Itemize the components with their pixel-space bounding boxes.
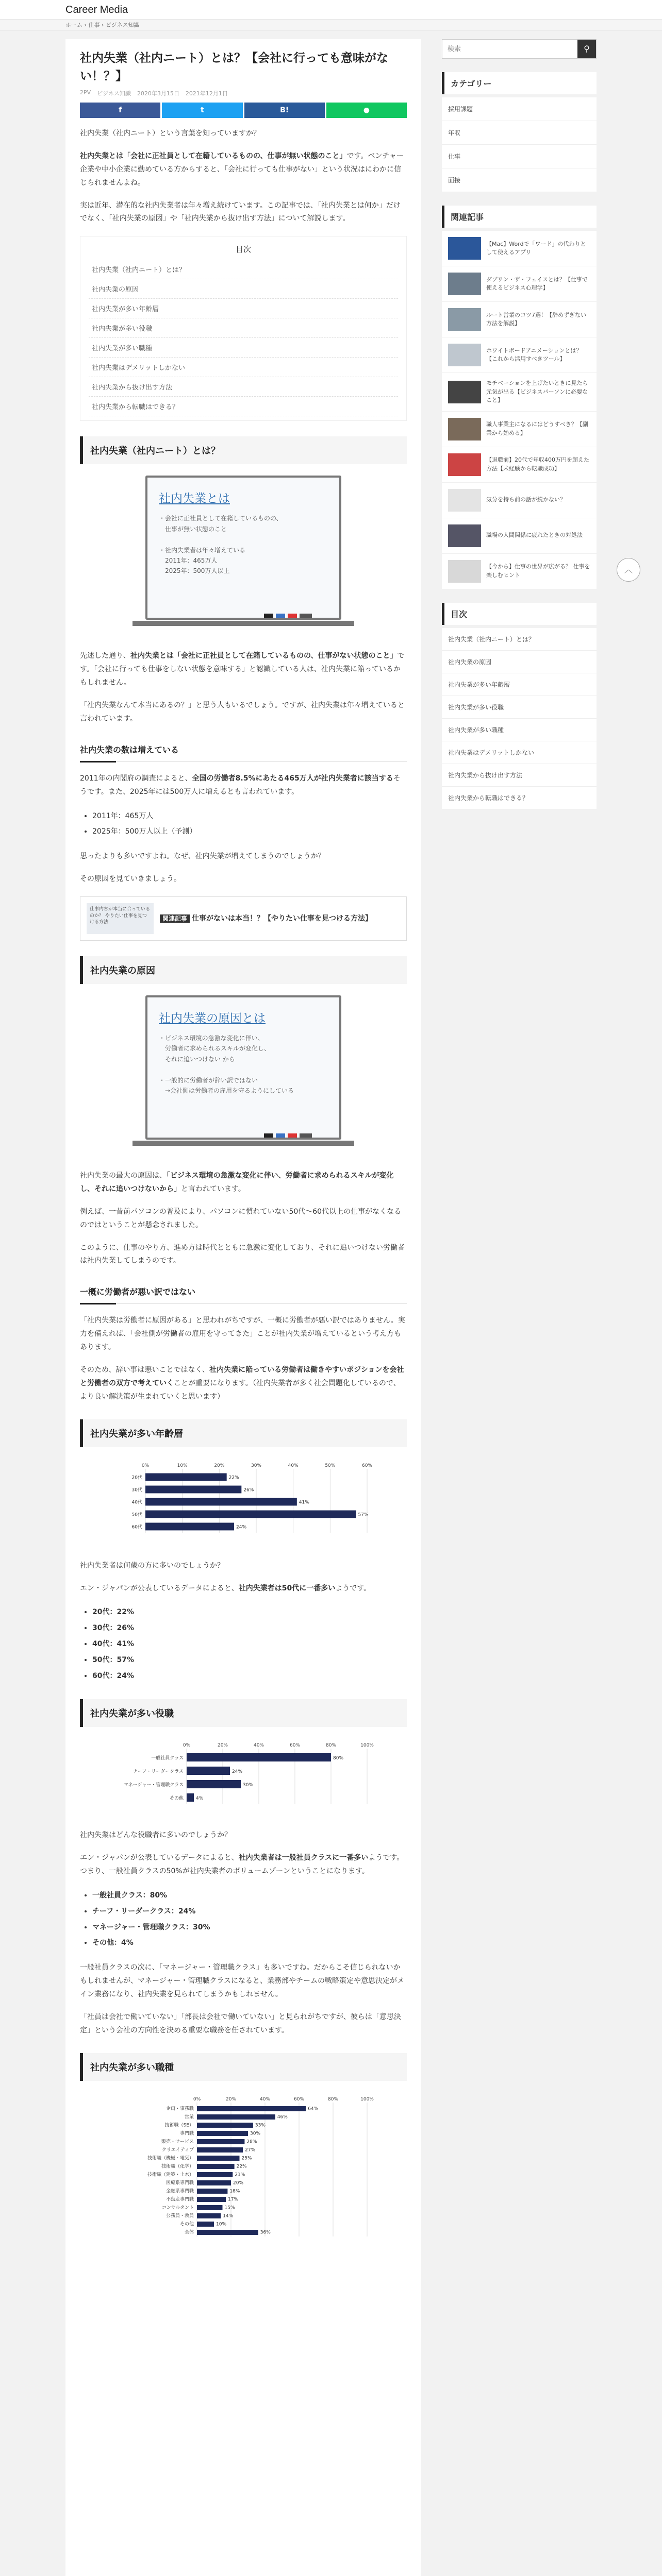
bar bbox=[197, 2180, 231, 2185]
widget-title: カテゴリー bbox=[442, 72, 597, 94]
search-box bbox=[442, 39, 597, 59]
stat-list bbox=[92, 1888, 407, 1951]
related-title[interactable]: 【今から】仕事の世界が広がる？ 仕事を楽しむヒント bbox=[486, 563, 590, 579]
breadcrumb-category[interactable]: ビジネス知識 bbox=[105, 22, 140, 28]
bar bbox=[187, 1753, 331, 1761]
data-label: 26% bbox=[243, 1487, 254, 1493]
card-title[interactable]: 仕事がないは本当！？【やりたい仕事を見つける方法】 bbox=[192, 914, 373, 923]
board-line: ・会社に正社員として在籍しているものの、 bbox=[159, 515, 283, 522]
category-label: コンサルタント bbox=[161, 2205, 194, 2211]
tick-label: 0% bbox=[141, 1463, 150, 1468]
board-line: それに追いつけない から bbox=[159, 1055, 235, 1063]
eraser-icon bbox=[300, 1133, 312, 1138]
card-thumbnail: 仕事内容が本当に合っているのか？ やりたい仕事を見つける方法 bbox=[87, 903, 154, 934]
tick-label: 0% bbox=[193, 2096, 201, 2102]
data-label: 27% bbox=[245, 2147, 256, 2153]
category-label: チーフ・リーダークラス bbox=[133, 1769, 184, 1775]
data-label: 14% bbox=[223, 2213, 234, 2219]
related-thumbnail bbox=[448, 344, 481, 366]
category-link[interactable]: 採用課題 bbox=[442, 97, 597, 121]
tick-label: 40% bbox=[288, 1463, 299, 1468]
toc-item[interactable]: 社内失業が多い職種 bbox=[89, 338, 398, 358]
tick-label: 20% bbox=[225, 2096, 237, 2102]
board-tray bbox=[133, 1141, 354, 1146]
data-label: 30% bbox=[243, 1783, 254, 1788]
list-item: • 40代：41% bbox=[92, 1636, 407, 1652]
bar bbox=[197, 2106, 306, 2111]
category-label: 30代 bbox=[131, 1487, 142, 1493]
paragraph: そのため、辞い事は悪いことではなく、社内失業に陥っている労働者は働きやすいポジションを会社と労働者の双方で考えていくことが重要になります。（社内失業者が多く社会問題化しているので、より良い解決策が生まれていくと思います） bbox=[80, 1365, 404, 1401]
table-of-contents bbox=[80, 236, 407, 421]
whiteboard-illustration bbox=[133, 995, 354, 1155]
toc-item[interactable]: 社内失業から抜け出す方法 bbox=[89, 377, 398, 397]
related-thumbnail bbox=[448, 237, 481, 260]
related-title[interactable]: モチベーションを上げたいときに見たら元気が出る【ビジネスパーソンに必要なこと】 bbox=[486, 380, 588, 403]
data-label: 22% bbox=[236, 2164, 247, 2170]
sidebar-toc-item[interactable]: 社内失業から転職はできる？ bbox=[442, 787, 597, 809]
publish-date: 2020年3月15日 bbox=[137, 90, 179, 97]
tick-label: 60% bbox=[289, 1743, 301, 1749]
paragraph: このように、仕事のやり方、進め方は時代とともに急激に変化しており、それに追いつけない労働者は社内失業してしまうのです。 bbox=[80, 1243, 405, 1265]
related-thumbnail bbox=[448, 381, 481, 403]
data-label: 57% bbox=[358, 1512, 369, 1518]
related-thumbnail bbox=[448, 524, 481, 547]
toc-item[interactable]: 社内失業はデメリットしかない bbox=[89, 358, 398, 377]
list-item: • マネージャー・管理職クラス：30% bbox=[92, 1920, 407, 1936]
bar bbox=[145, 1510, 356, 1518]
bar bbox=[197, 2156, 240, 2161]
category-label: 20代 bbox=[131, 1475, 142, 1481]
board-line: ・ビジネス環境の急激な変化に伴い、 bbox=[159, 1034, 264, 1042]
view-count: 2PV bbox=[80, 89, 91, 96]
list-item: • チーフ・リーダークラス：24% bbox=[92, 1904, 407, 1920]
related-title[interactable]: 【退職前】20代で年収400万円を超えた方法【未経験から転職成功】 bbox=[486, 456, 589, 472]
related-title[interactable]: 気分を持ち前の話が続かない？ bbox=[486, 496, 566, 503]
category-label: 50代 bbox=[131, 1512, 142, 1518]
category-label: 医療系専門職 bbox=[166, 2180, 194, 2186]
category-label: クリエイティブ bbox=[161, 2147, 194, 2153]
related-thumbnail bbox=[448, 453, 481, 476]
data-label: 28% bbox=[246, 2139, 257, 2145]
bar bbox=[197, 2123, 253, 2128]
category-label: 技術職（化学） bbox=[161, 2164, 194, 2170]
list-item: • 2025年：500万人以上（予測） bbox=[92, 824, 407, 840]
tick-label: 50% bbox=[325, 1463, 336, 1468]
related-title[interactable]: 職場の人間関係に疲れたときの対処法 bbox=[486, 532, 583, 539]
category-label: 全体 bbox=[184, 2230, 194, 2235]
data-label: 41% bbox=[299, 1500, 309, 1505]
related-thumbnail bbox=[448, 308, 481, 331]
data-label: 17% bbox=[228, 2197, 239, 2202]
widget-title: 関連記事 bbox=[442, 206, 597, 228]
related-thumbnail bbox=[448, 489, 481, 512]
paragraph: エン・ジャパンが公表しているデータによると、社内失業者は50代に一番多いようです。 bbox=[80, 1584, 371, 1592]
board-title: 社内失業とは bbox=[159, 492, 230, 506]
data-label: 22% bbox=[228, 1475, 239, 1481]
paragraph: 社内失業の最大の原因は、「ビジネス環境の急激な変化に伴い、労働者に求められるスキルが変化し、それに追いつけないから」と言われています。 bbox=[80, 1171, 394, 1193]
sidebar-toc-item[interactable]: 社内失業が多い年齢層 bbox=[442, 673, 597, 696]
sidebar-toc-item[interactable]: 社内失業から抜け出す方法 bbox=[442, 764, 597, 787]
category-label: その他 bbox=[169, 1796, 184, 1802]
section-heading: 社内失業（社内ニート）とは？ bbox=[80, 436, 407, 464]
paragraph: 「社内失業なんて本当にあるの？」と思う人もいるでしょう。ですが、社内失業は年々増えていると言われています。 bbox=[80, 701, 405, 723]
site-header bbox=[0, 0, 662, 20]
sidebar-toc-item[interactable]: 社内失業（社内ニート）とは？ bbox=[442, 628, 597, 651]
related-item[interactable] bbox=[442, 447, 597, 483]
category-widget bbox=[442, 72, 597, 192]
stat-list bbox=[92, 1604, 407, 1684]
sidebar-toc-item[interactable]: 社内失業が多い職種 bbox=[442, 719, 597, 741]
tick-label: 10% bbox=[177, 1463, 188, 1468]
data-label: 15% bbox=[224, 2205, 235, 2211]
board-line: 労働者に求められるスキルが変化し、 bbox=[159, 1045, 270, 1053]
toc-item[interactable]: 社内失業から転職はできる？ bbox=[89, 397, 398, 416]
list-item: • 60代：24% bbox=[92, 1668, 407, 1684]
category-label: その他 bbox=[179, 2222, 194, 2227]
category-label: 技術職（機械・電気） bbox=[147, 2156, 194, 2161]
related-item[interactable] bbox=[442, 337, 597, 373]
marker-icon bbox=[264, 1133, 273, 1138]
bar bbox=[197, 2189, 227, 2194]
related-item[interactable] bbox=[442, 412, 597, 447]
bar bbox=[197, 2147, 243, 2153]
marker-icon bbox=[288, 1133, 297, 1138]
list-item: • 20代：22% bbox=[92, 1604, 407, 1620]
category-label: 60代 bbox=[131, 1524, 142, 1530]
marker-icon bbox=[276, 1133, 285, 1138]
intro-text: 社内失業（社内ニート）という言葉を知っていますか？ bbox=[80, 129, 260, 138]
tick-label: 80% bbox=[327, 2096, 339, 2102]
category-label: 企画・事務職 bbox=[166, 2106, 194, 2112]
scroll-to-top-button[interactable]: ︿ bbox=[617, 558, 640, 582]
sidebar-toc-item[interactable]: 社内失業の原因 bbox=[442, 651, 597, 673]
toc-item[interactable]: 社内失業の原因 bbox=[89, 279, 398, 299]
data-label: 18% bbox=[229, 2189, 240, 2194]
related-item[interactable] bbox=[442, 518, 597, 554]
subsection-heading: 一概に労働者が悪い訳ではない bbox=[80, 1282, 407, 1304]
data-label: 36% bbox=[260, 2230, 271, 2235]
toc-item[interactable]: 社内失業（社内ニート）とは？ bbox=[89, 260, 398, 279]
bar bbox=[197, 2172, 233, 2177]
category-label: 金融系専門職 bbox=[166, 2189, 194, 2194]
bar bbox=[197, 2205, 223, 2210]
related-item[interactable] bbox=[442, 231, 597, 266]
category-label: マネージャー・管理職クラス bbox=[123, 1783, 184, 1788]
paragraph: エン・ジャパンが公表しているデータによると、社内失業者は一般社員クラスに一番多いようです。つまり、一般社員クラスの50%が社内失業者のボリュームゾーンということになります。 bbox=[80, 1854, 404, 1876]
list-item: • 一般社員クラス：80% bbox=[92, 1888, 407, 1904]
marker-icon bbox=[276, 614, 285, 618]
share-buttons bbox=[80, 103, 407, 118]
search-input[interactable] bbox=[442, 40, 577, 58]
paragraph: 思ったよりも多いですよね。なぜ、社内失業が増えてしまうのでしょうか？ bbox=[80, 852, 325, 861]
data-label: 24% bbox=[236, 1524, 247, 1530]
list-item: • 30代：26% bbox=[92, 1620, 407, 1636]
tick-label: 0% bbox=[183, 1743, 191, 1749]
tick-label: 30% bbox=[251, 1463, 262, 1468]
category-label: 不動産専門職 bbox=[166, 2197, 194, 2202]
bar bbox=[197, 2114, 275, 2120]
category-link[interactable]: 面接 bbox=[442, 168, 597, 192]
bar bbox=[145, 1485, 241, 1493]
update-date: 2021年12月1日 bbox=[185, 90, 228, 97]
hatena-share-button[interactable]: B! bbox=[244, 103, 325, 118]
board-line: ・一般的に労働者が辞い訳ではない bbox=[159, 1076, 258, 1084]
board-line bbox=[159, 534, 328, 545]
category-link[interactable]: ビジネス知識 bbox=[97, 90, 131, 97]
paragraph: 一般社員クラスの次に、「マネージャー・管理職クラス」も多いですね。だからこそ信じられないかもしれませんが、マネージャー・管理職クラスになると、業務部やチームの戦略策定や意思決定がメイン業務になり、社内失業を見られてしまうかもしれません。 bbox=[80, 1963, 405, 1999]
tick-label: 40% bbox=[253, 1743, 264, 1749]
data-label: 30% bbox=[250, 2131, 261, 2137]
section-heading: 社内失業が多い職種 bbox=[80, 2053, 407, 2081]
bar bbox=[145, 1498, 297, 1505]
paragraph: 社内失業者は何歳の方に多いのでしょうか？ bbox=[80, 1561, 224, 1570]
marker-icon bbox=[288, 614, 297, 618]
category-label: 専門職 bbox=[179, 2131, 194, 2137]
related-widget bbox=[442, 206, 597, 589]
board-line: ・社内失業者は年々増えている bbox=[159, 546, 246, 554]
subsection-heading: 社内失業の数は増えている bbox=[80, 740, 407, 762]
stat-list bbox=[92, 808, 407, 840]
paragraph: 例えば、一昔前パソコンの普及により、パソコンに慣れていない50代～60代以上の仕事がなくなるのではということが懸念されました。 bbox=[80, 1207, 402, 1229]
line-share-button[interactable]: ● bbox=[326, 103, 407, 118]
sidebar-toc-item[interactable]: 社内失業はデメリットしかない bbox=[442, 741, 597, 764]
bar bbox=[187, 1793, 194, 1802]
breadcrumb: ホーム › 仕事 › ビジネス知識 bbox=[0, 20, 662, 31]
board-line: 2025年：500万人以上 bbox=[159, 567, 230, 575]
related-item[interactable] bbox=[442, 373, 597, 412]
bar bbox=[187, 1780, 241, 1788]
age-bar-chart bbox=[109, 1459, 377, 1546]
card-badge: 関連記事 bbox=[160, 914, 190, 923]
breadcrumb-work[interactable]: 仕事 bbox=[88, 22, 100, 28]
marker-icon bbox=[264, 614, 273, 618]
data-label: 64% bbox=[308, 2106, 319, 2112]
list-item: • 2011年：465万人 bbox=[92, 808, 407, 824]
section-heading: 社内失業の原因 bbox=[80, 956, 407, 984]
board-line: 仕事が無い状態のこと bbox=[159, 525, 227, 533]
category-label: 技術職（建築・土木） bbox=[147, 2172, 194, 2178]
list-item: • その他：4% bbox=[92, 1935, 407, 1951]
board-line bbox=[159, 1064, 328, 1075]
whiteboard-illustration bbox=[133, 476, 354, 635]
category-label: 40代 bbox=[131, 1500, 142, 1505]
tick-label: 20% bbox=[214, 1463, 225, 1468]
data-label: 25% bbox=[241, 2156, 252, 2161]
board-title: 社内失業の原因とは bbox=[159, 1011, 266, 1025]
tick-label: 80% bbox=[325, 1743, 337, 1749]
toc-item[interactable]: 社内失業が多い年齢層 bbox=[89, 299, 398, 318]
data-label: 20% bbox=[233, 2180, 244, 2186]
tick-label: 100% bbox=[360, 2096, 374, 2102]
search-icon: ⚲ bbox=[584, 45, 590, 54]
paragraph: 社内失業はどんな役職者に多いのでしょうか？ bbox=[80, 1831, 231, 1840]
category-label: 公務員・教員 bbox=[166, 2213, 194, 2219]
bar bbox=[145, 1522, 234, 1530]
category-label: 販売・サービス bbox=[161, 2139, 194, 2145]
related-thumbnail bbox=[448, 273, 481, 295]
toc-item[interactable]: 社内失業が多い役職 bbox=[89, 318, 398, 338]
data-label: 80% bbox=[333, 1756, 344, 1761]
paragraph: 「社員は会社で働いていない」「部長は会社で働いていない」と見られがちですが、彼らは「意思決定」という会社の方向性を決める重要な職務を任されています。 bbox=[80, 2012, 401, 2035]
twitter-share-button[interactable]: t bbox=[162, 103, 242, 118]
category-label: 営業 bbox=[184, 2114, 194, 2120]
tick-label: 100% bbox=[360, 1743, 374, 1749]
position-bar-chart bbox=[109, 1738, 377, 1816]
related-article-card[interactable] bbox=[80, 896, 407, 941]
article-title: 社内失業（社内ニート）とは？【会社に行っても意味がない！？】 bbox=[80, 52, 388, 83]
category-link[interactable]: 仕事 bbox=[442, 145, 597, 168]
data-label: 46% bbox=[277, 2114, 288, 2120]
paragraph: 2011年の内閣府の調査によると、全国の労働者8.5%にあたる465万人が社内失業者に該当するそうです。また、2025年には500万人に増えるとも言われています。 bbox=[80, 774, 401, 796]
related-item[interactable] bbox=[442, 554, 597, 589]
sidebar-toc-widget bbox=[442, 603, 597, 809]
paragraph: 先述した通り、社内失業とは「会社に正社員として在籍しているものの、仕事がない状態のこと」です。「会社に行っても仕事をしない状態を意味する」と認識している人は、社内失業に陥っているかもしれません。 bbox=[80, 652, 405, 687]
related-thumbnail bbox=[448, 560, 481, 583]
tick-label: 20% bbox=[217, 1743, 228, 1749]
facebook-share-button[interactable]: f bbox=[80, 103, 160, 118]
category-link[interactable]: 年収 bbox=[442, 121, 597, 145]
data-label: 21% bbox=[235, 2172, 245, 2178]
sidebar-toc-item[interactable]: 社内失業が多い役職 bbox=[442, 696, 597, 719]
data-label: 33% bbox=[255, 2123, 266, 2128]
data-label: 24% bbox=[232, 1769, 243, 1775]
tick-label: 60% bbox=[361, 1463, 373, 1468]
tick-label: 60% bbox=[293, 2096, 305, 2102]
job-bar-chart bbox=[109, 2092, 377, 2247]
site-logo[interactable]: Career Media bbox=[65, 4, 128, 15]
breadcrumb-home[interactable]: ホーム bbox=[65, 22, 82, 28]
board-tray bbox=[133, 621, 354, 626]
widget-title: 目次 bbox=[442, 603, 597, 625]
bar bbox=[197, 2230, 258, 2235]
data-label: 4% bbox=[196, 1796, 204, 1802]
bar bbox=[197, 2222, 214, 2227]
bar bbox=[197, 2197, 226, 2202]
intro-summary: 実は近年、潜在的な社内失業者は年々増え続けています。この記事では、「社内失業とは何か」だけでなく、「社内失業の原因」や「社内失業から抜け出す方法」について解説します。 bbox=[80, 201, 401, 223]
related-item[interactable] bbox=[442, 266, 597, 302]
bar bbox=[187, 1767, 230, 1775]
related-item[interactable] bbox=[442, 483, 597, 518]
bar bbox=[197, 2164, 235, 2169]
related-title[interactable]: 職人事業主になるにはどうすべき？【副業から始める】 bbox=[486, 421, 588, 436]
eraser-icon bbox=[300, 614, 312, 618]
board-line: 2011年：465万人 bbox=[159, 556, 218, 564]
related-title[interactable]: ルート営業のコツ7選！【辞めずぎない方法を解説】 bbox=[486, 311, 586, 327]
list-item: • 50代：57% bbox=[92, 1652, 407, 1668]
related-thumbnail bbox=[448, 418, 481, 440]
section-heading: 社内失業が多い年齢層 bbox=[80, 1419, 407, 1447]
article bbox=[65, 39, 421, 2576]
related-title[interactable]: ホワイトボードアニメーションとは？【これから活用すべきツール】 bbox=[486, 347, 582, 362]
toc-title: 目次 bbox=[235, 245, 251, 255]
bar bbox=[145, 1473, 227, 1481]
related-item[interactable] bbox=[442, 302, 597, 337]
paragraph: その原因を見ていきましょう。 bbox=[80, 875, 181, 884]
tick-label: 40% bbox=[259, 2096, 271, 2102]
paragraph: 「社内失業は労働者に原因がある」と思われがちですが、一概に労働者が悪い訳ではありません。実力を備えれば、「会社側が労働者の雇用を守ってきた」ことが社内失業が増えているという考え方もあります。 bbox=[80, 1316, 405, 1352]
related-title[interactable]: 【Mac】Wordで「ワード」の代わりとして使えるアプリ bbox=[486, 240, 586, 256]
category-label: 技術職（SE） bbox=[164, 2123, 194, 2128]
bar bbox=[197, 2139, 244, 2144]
board-line: →会社側は労働者の雇用を守るようにしている bbox=[159, 1087, 294, 1094]
bar bbox=[197, 2131, 248, 2136]
category-label: 一般社員クラス bbox=[151, 1756, 184, 1761]
data-label: 10% bbox=[216, 2222, 227, 2227]
article-meta bbox=[80, 89, 407, 97]
related-title[interactable]: ダブリン・ザ・フェイスとは？【仕事で使えるビジネス心理学】 bbox=[486, 276, 588, 291]
intro-definition: 社内失業とは「会社に正社員として在籍しているものの、仕事が無い状態のこと」です。ベンチャー企業や中小企業に勤めている方からすると、「会社に行っても仕事がない」という状況はにわかに信じられませんよね。 bbox=[80, 151, 404, 187]
section-heading: 社内失業が多い役職 bbox=[80, 1699, 407, 1727]
sidebar bbox=[442, 39, 597, 823]
bar bbox=[197, 2213, 221, 2218]
search-button[interactable] bbox=[577, 40, 596, 58]
